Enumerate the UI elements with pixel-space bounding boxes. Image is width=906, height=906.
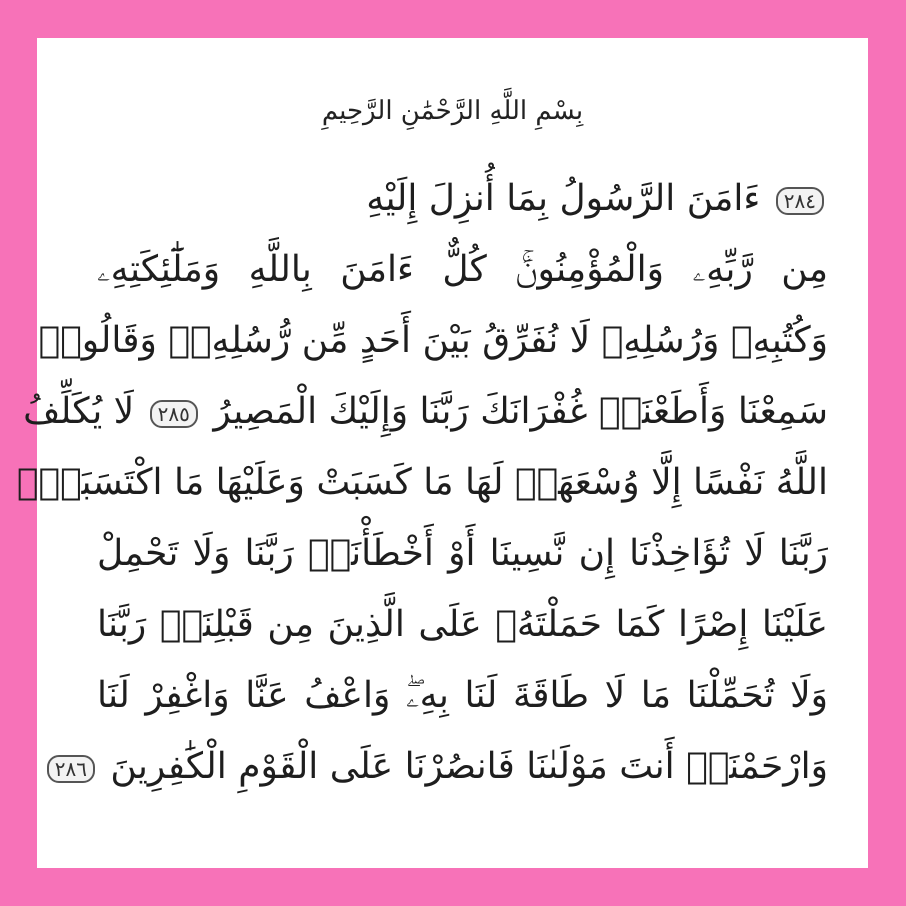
verse-line-6 [97, 518, 828, 589]
verse-lines [16, 163, 829, 802]
ayah-number-marker-icon: ٢٨٦ [47, 755, 95, 783]
basmala-heading: بِسْمِ اللَّهِ الرَّحْمَٰنِ الرَّحِيمِ [321, 96, 584, 126]
verse-text: وَكُتُبِهِۦ وَرُسُلِهِۦ لَا نُفَرِّقُ بَيْنَ أَحَدٍ مِّن رُّسُلِهِۦۚ وَقَالُوا۟ [38, 320, 828, 361]
verse-line-8 [97, 660, 828, 731]
verse-line-9 [54, 731, 828, 802]
ayah-number-marker-icon: ٢٨٤ [776, 187, 824, 215]
verse-line-4 [23, 376, 828, 447]
verse-line-5 [16, 447, 828, 518]
verse-line-1 [97, 163, 828, 234]
verse-text: مِن رَّبِّهِۦ وَالْمُؤْمِنُونَۚ كُلٌّ ءَامَنَ بِاللَّهِ وَمَلَٰٓئِكَتِهِۦ [97, 249, 828, 290]
verse-text: ءَامَنَ الرَّسُولُ بِمَا أُنزِلَ إِلَيْهِ [366, 178, 761, 219]
verse-line-7 [97, 589, 828, 660]
ayah-number-marker-icon: ٢٨٥ [150, 400, 198, 428]
verse-text: عَلَيْنَا إِصْرًا كَمَا حَمَلْتَهُۥ عَلَى الَّذِينَ مِن قَبْلِنَاۚ رَبَّنَا [97, 604, 828, 645]
verse-text: رَبَّنَا لَا تُؤَاخِذْنَا إِن نَّسِينَا أَوْ أَخْطَأْنَاۚ رَبَّنَا وَلَا تَحْمِلْ [97, 533, 829, 574]
verse-text: سَمِعْنَا وَأَطَعْنَاۖ غُفْرَانَكَ رَبَّنَا وَإِلَيْكَ الْمَصِيرُ [213, 391, 828, 432]
verse-line-2 [97, 234, 828, 305]
verse-line-3 [38, 305, 828, 376]
verse-text: وَلَا تُحَمِّلْنَا مَا لَا طَاقَةَ لَنَا بِهِۦۖ وَاعْفُ عَنَّا وَاغْفِرْ لَنَا [97, 675, 828, 716]
verse-text: اللَّهُ نَفْسًا إِلَّا وُسْعَهَاۚ لَهَا مَا كَسَبَتْ وَعَلَيْهَا مَا اكْتَسَبَتْۗ [16, 462, 828, 503]
verse-text: لَا يُكَلِّفُ [23, 391, 135, 432]
quran-page [16, 38, 868, 868]
verse-text: وَارْحَمْنَاۚ أَنتَ مَوْلَىٰنَا فَانصُرْنَا عَلَى الْقَوْمِ الْكَٰفِرِينَ [110, 746, 828, 787]
